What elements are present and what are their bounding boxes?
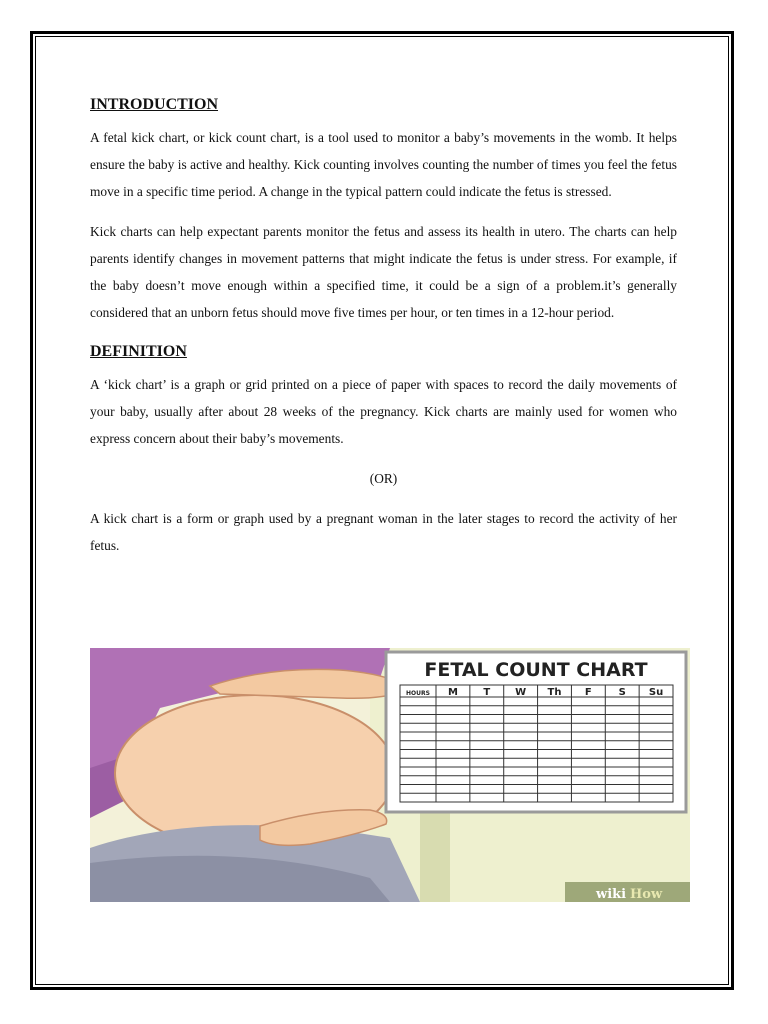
document-body: [90, 92, 677, 572]
introduction-paragraph-2: Kick charts can help expectant parents monitor the fetus and assess its health in utero. The charts can help parents identify changes in movement patterns that might indicate the fetus is under stress. For example, if the baby doesn’t move enough within a specified time, it could be a sign of a problem.it’s generally considered that an unborn fetus should move five times per hour, or ten times in a 12-hour period.: [90, 224, 677, 320]
or-separator: (OR): [369, 471, 398, 486]
definition-paragraph-2: A kick chart is a form or graph used by a pregnant woman in the later stages to record the activity of her fetus.: [90, 511, 677, 553]
chart-column-header: F: [584, 687, 592, 698]
fetal-chart-illustration: [90, 648, 690, 902]
introduction-paragraph-1: A fetal kick chart, or kick count chart, is a tool used to monitor a baby’s movements in the womb. It helps ensure the baby is active and healthy. Kick counting involves counting the number of times you feel the fetus move in a specific time period. A change in the typical pattern could indicate the fetus is stressed.: [90, 130, 677, 199]
chart-column-header: HOURS: [406, 690, 430, 697]
chart-column-header: Th: [547, 687, 562, 698]
definition-paragraph-1: A ‘kick chart’ is a graph or grid printed on a piece of paper with spaces to record the daily movements of your baby, usually after about 28 weeks of the pregnancy. Kick charts are mainly used for women who express concern about their baby’s movements.: [90, 377, 677, 446]
watermark-wiki: wiki: [596, 887, 627, 902]
introduction-heading: INTRODUCTION: [90, 96, 219, 113]
chart-column-header: W: [515, 687, 527, 698]
chart-column-header: S: [618, 687, 626, 698]
chart-column-header: Su: [648, 687, 664, 698]
definition-heading: DEFINITION: [90, 343, 187, 360]
chart-title: FETAL COUNT CHART: [424, 659, 648, 681]
watermark-how: How: [630, 887, 663, 902]
chart-column-header: T: [483, 687, 491, 698]
chart-column-header: M: [447, 687, 458, 698]
